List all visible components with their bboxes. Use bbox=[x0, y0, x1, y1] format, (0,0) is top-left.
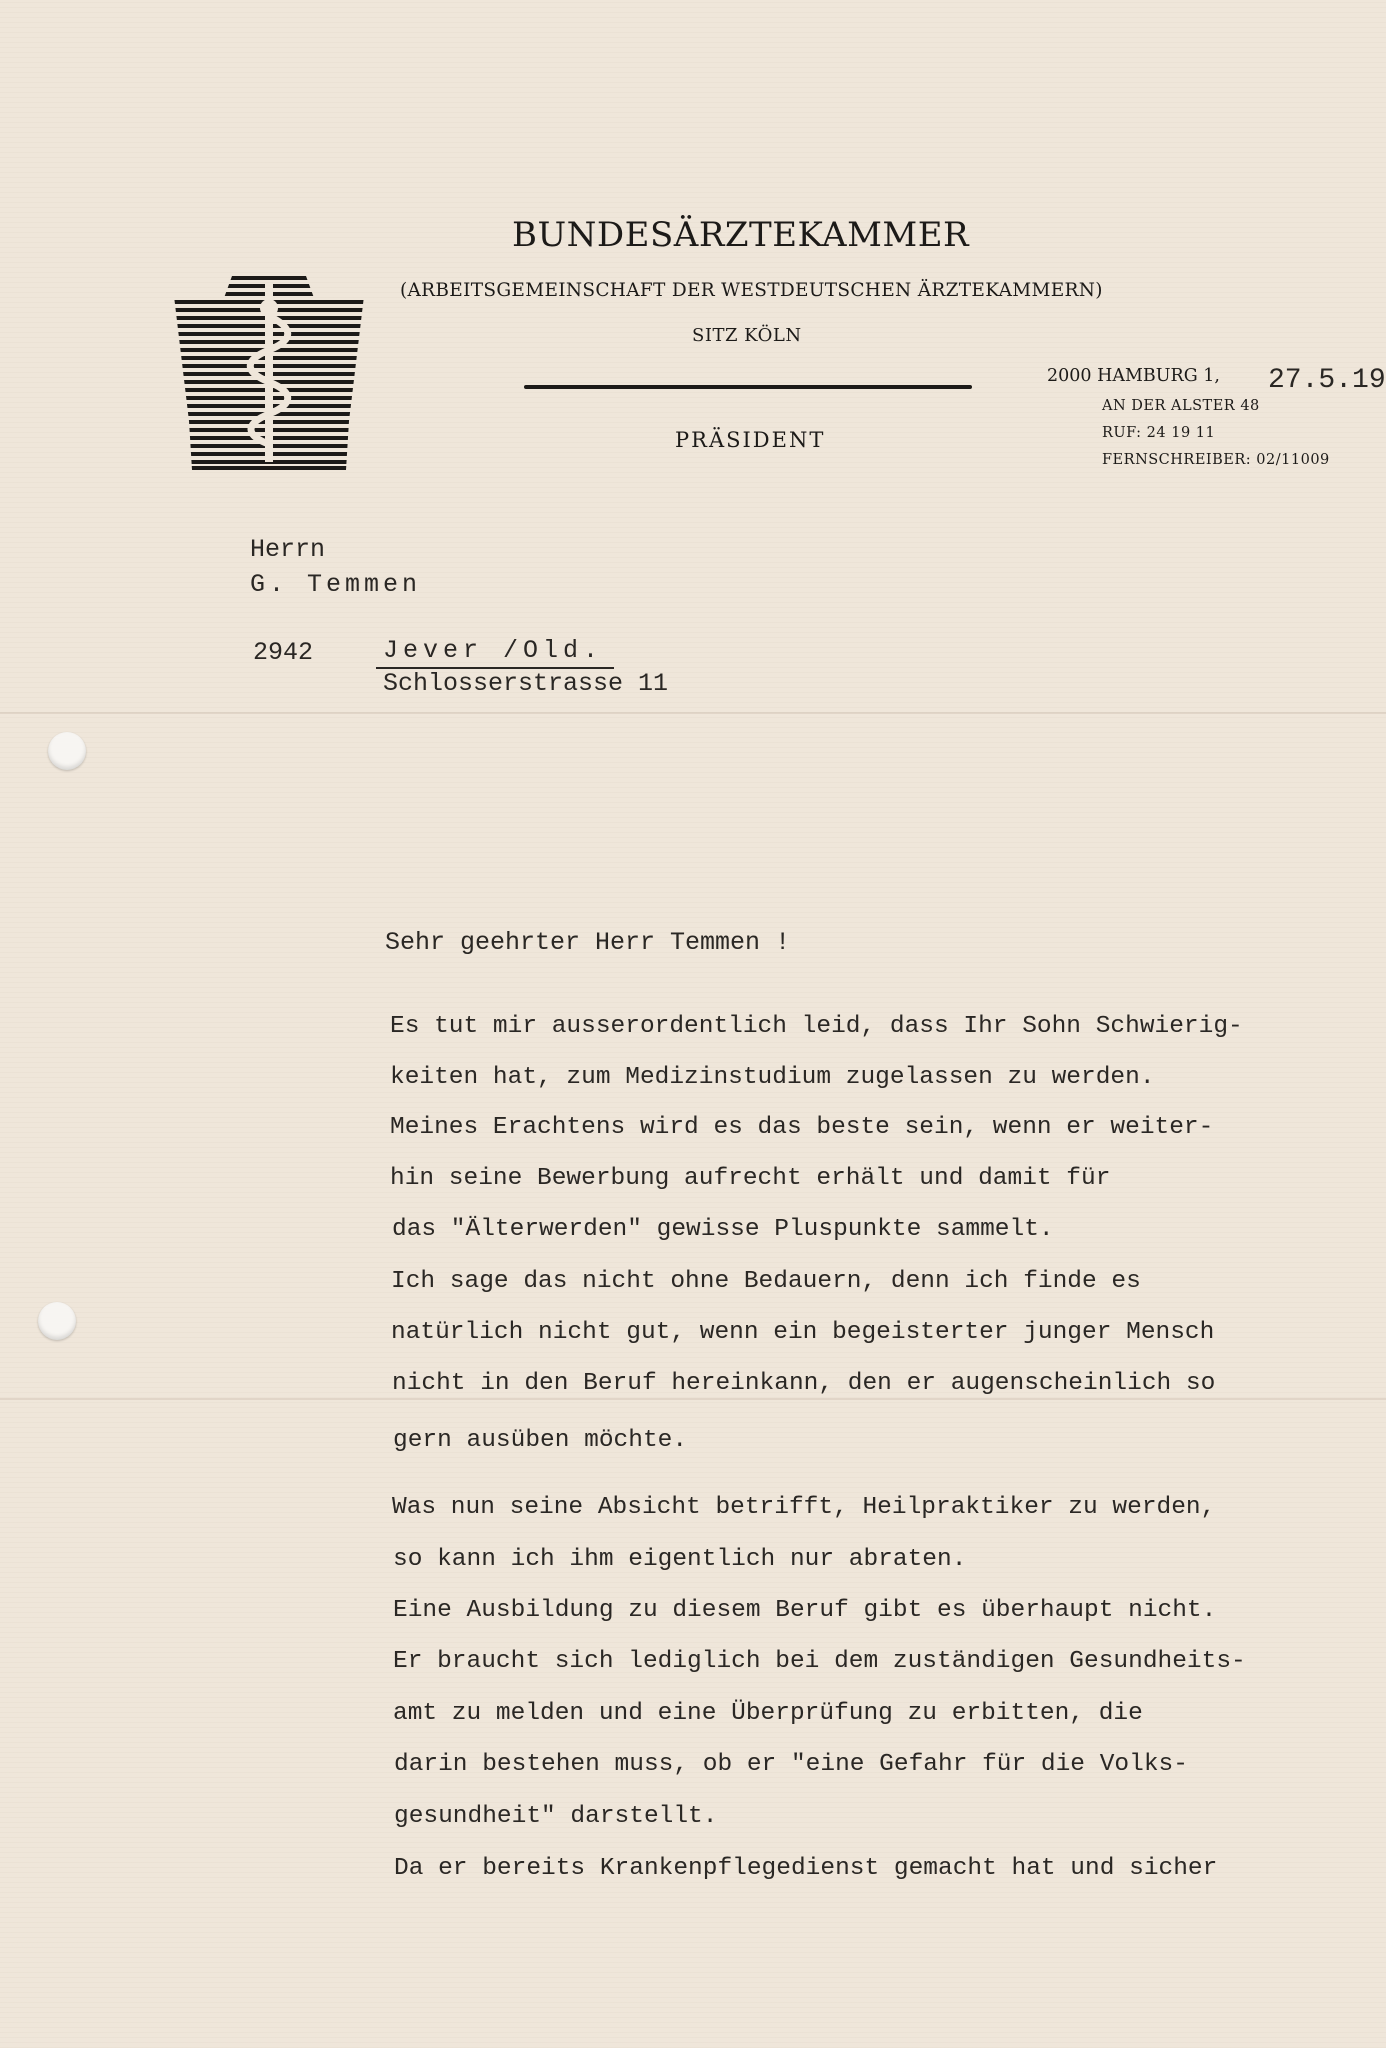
sender-role: PRÄSIDENT bbox=[675, 428, 826, 452]
letter-date: 27.5.19 bbox=[1268, 365, 1386, 396]
letter-line: Da er bereits Krankenpflegedienst gemacht hat und sicher bbox=[394, 1855, 1218, 1882]
paper-fold-line bbox=[0, 712, 1386, 714]
letter-line: gern ausüben möchte. bbox=[393, 1427, 688, 1454]
letter-line: natürlich nicht gut, wenn ein begeisterter junger Mensch bbox=[391, 1319, 1215, 1346]
letter-line: Er braucht sich lediglich bei dem zuständigen Gesundheits- bbox=[393, 1648, 1246, 1675]
letterhead-divider bbox=[524, 385, 972, 389]
recipient-street: Schlosserstrasse 11 bbox=[383, 669, 669, 698]
sender-address-city: 2000 HAMBURG 1, bbox=[1047, 366, 1220, 386]
sender-telex: FERNSCHREIBER: 02/11009 bbox=[1102, 452, 1330, 468]
letter-line: nicht in den Beruf hereinkann, den er augenscheinlich so bbox=[392, 1370, 1216, 1397]
letter-line: Ich sage das nicht ohne Bedauern, denn ich finde es bbox=[391, 1268, 1141, 1295]
recipient-postal-code: 2942 bbox=[253, 638, 314, 667]
letter-greeting: Sehr geehrter Herr Temmen ! bbox=[385, 928, 791, 957]
sender-phone: RUF: 24 19 11 bbox=[1102, 425, 1216, 441]
recipient-salutation: Herrn bbox=[250, 535, 326, 564]
letter-line: gesundheit" darstellt. bbox=[394, 1803, 718, 1830]
letter-line: so kann ich ihm eigentlich nur abraten. bbox=[393, 1546, 967, 1573]
letter-line: das "Älterwerden" gewisse Pluspunkte sammelt. bbox=[392, 1216, 1054, 1243]
organization-seat: SITZ KÖLN bbox=[692, 325, 802, 346]
letter-line: darin bestehen muss, ob er "eine Gefahr für die Volks- bbox=[394, 1751, 1188, 1778]
letter-line: hin seine Bewerbung aufrecht erhält und damit für bbox=[390, 1165, 1111, 1192]
letter-line: Meines Erachtens wird es das beste sein, wenn er weiter- bbox=[390, 1114, 1214, 1141]
punch-hole bbox=[38, 1302, 76, 1340]
letter-line: keiten hat, zum Medizinstudium zugelassen zu werden. bbox=[390, 1064, 1155, 1091]
recipient-name: G. Temmen bbox=[250, 570, 422, 599]
letter-line: Es tut mir ausserordentlich leid, dass Ihr Sohn Schwierig- bbox=[390, 1013, 1243, 1040]
recipient-city: Jever /Old. bbox=[383, 636, 604, 665]
letter-line: amt zu melden und eine Überprüfung zu erbitten, die bbox=[393, 1700, 1143, 1727]
organization-subtitle: (ARBEITSGEMEINSCHAFT DER WESTDEUTSCHEN ÄRZTEKAMMERN) bbox=[400, 280, 1103, 301]
punch-hole bbox=[48, 732, 86, 770]
letter-line: Eine Ausbildung zu diesem Beruf gibt es überhaupt nicht. bbox=[393, 1597, 1217, 1624]
sender-address-street: AN DER ALSTER 48 bbox=[1102, 398, 1260, 414]
letter-line: Was nun seine Absicht betrifft, Heilpraktiker zu werden, bbox=[392, 1494, 1216, 1521]
organization-name: BUNDESÄRZTEKAMMER bbox=[512, 215, 970, 255]
paper-fold-line bbox=[0, 1398, 1386, 1400]
eagle-caduceus-emblem-icon bbox=[174, 276, 364, 470]
